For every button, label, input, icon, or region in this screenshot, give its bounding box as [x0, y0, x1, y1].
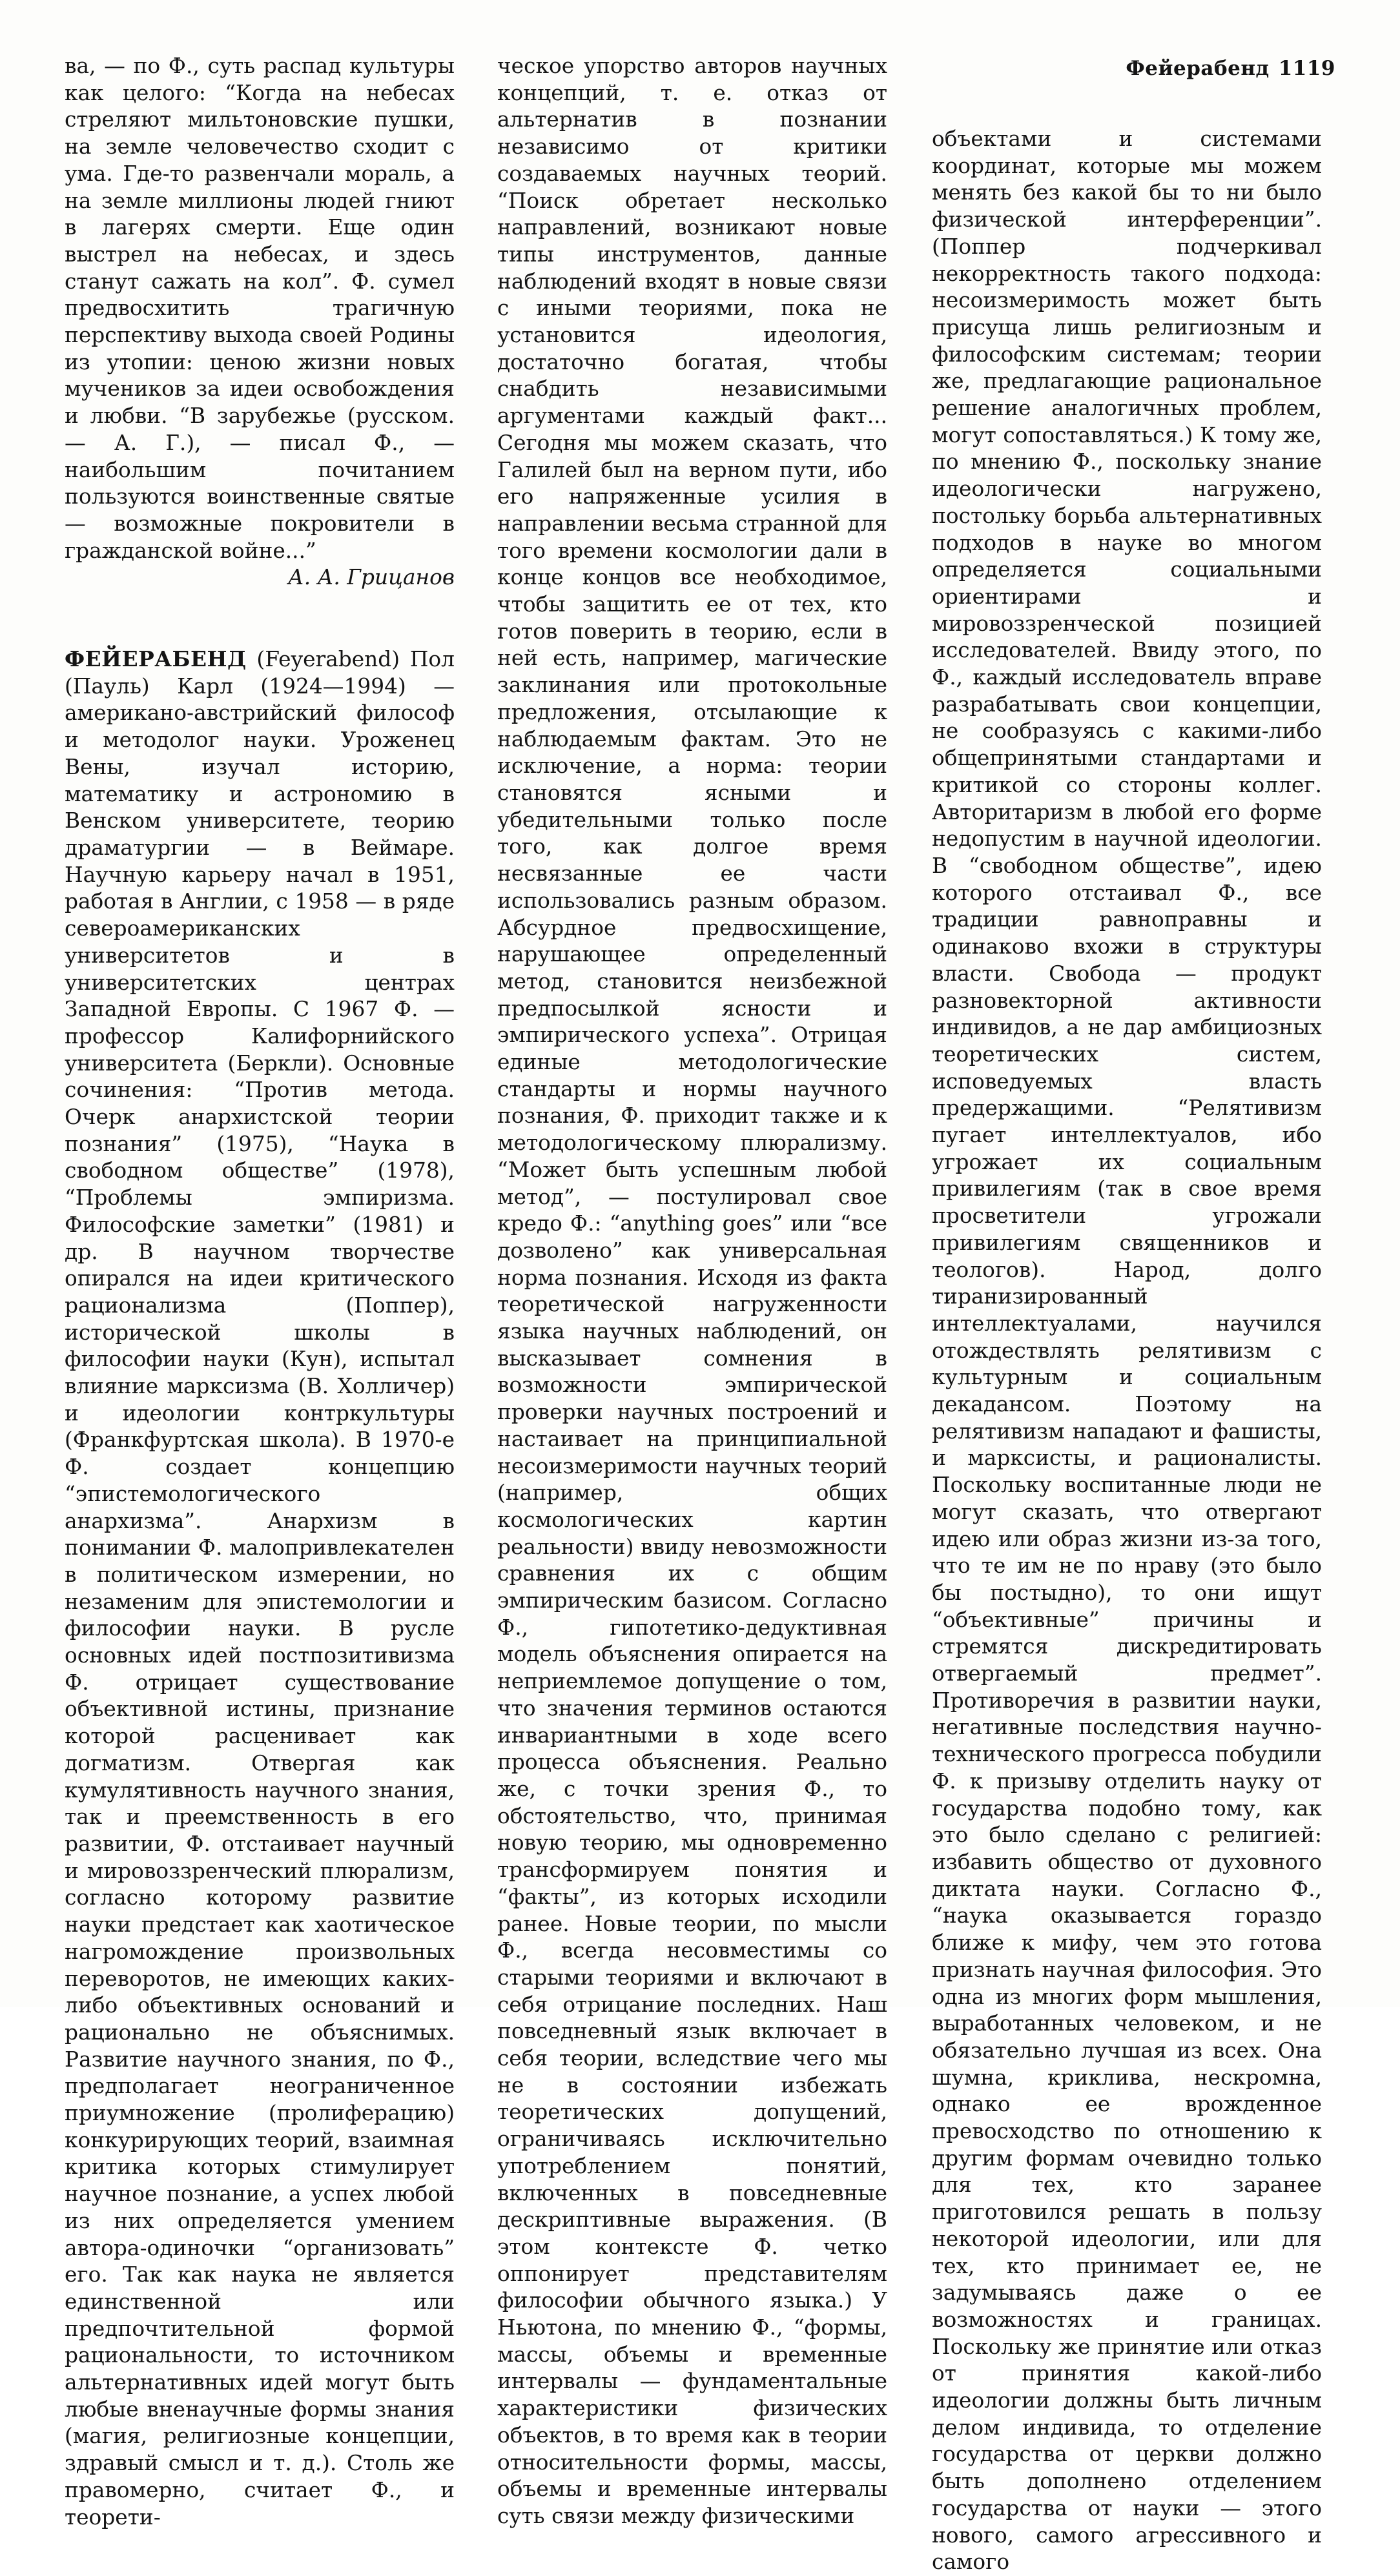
running-head [1126, 57, 1335, 80]
previous-entry-ending: ва, — по Ф., суть распад культуры как целого: “Когда на небесах стреляют мильтоновские пушки, на земле человечество сходит с ума. Где-то развенчали мораль, а на земле миллионы людей гниют в лагерях смерти. Еще один выстрел на небесах, и здесь станут сажать на кол”. Ф. сумел предвосхитить трагичную перспективу выхода своей Родины из утопии: ценою жизни новых мучеников за идеи освобождения и любви. “В зарубежье (русском. — А. Г.), — писал Ф., — наибольшим почитанием пользуются воинственные святые — возможные покровители в гражданской войне...” [65, 54, 455, 563]
text-column-middle [497, 53, 887, 2530]
entry-body-right: объектами и системами координат, которые мы можем менять без какой бы то ни было физической интерференции”. (Поппер подчеркивал некорректность такого подхода: несоизмеримость может быть присуща лишь религиозным и философским системам; теории же, предлагающие рациональное решение аналогичных проблем, могут сопоставляться.) К тому же, по мнению Ф., поскольку знание идеологически нагружено, постольку борьба альтернативных подходов в науке во многом определяется социальными ориентирами и мировоззренческой позицией исследователей. Ввиду этого, по Ф., каждый исследователь вправе разрабатывать свои концепции, не сообразуясь с какими-либо общепринятыми стандартами и критикой со стороны коллег. Авторитаризм в любой его форме недопустим в научной идеологии. В “свободном обществе”, идею которого отстаивал Ф., все традиции равноправны и одинаково вхожи в структуры власти. Свобода — продукт разновекторной активности индивидов, а не дар амбициозных теоретических систем, исповедуемых власть предержащими. “Релятивизм пугает интеллектуалов, ибо угрожает их социальным привилегиям (так в свое время просветители угрожали привилегиям священников и теологов). Народ, долго тиранизированный интеллектуалами, научился отождествлять релятивизм с культурным и социальным декадансом. Поэтому на релятивизм нападают и фашисты, и марксисты, и рационалисты. Поскольку воспитанные люди не могут сказать, что отвергают идею или образ жизни из-за того, что те им не по нраву (это было бы постыдно), то они ищут “объективные” причины и стремятся дискредитировать отвергаемый предмет”. Противоречия в развитии науки, негативные последствия научно-технического прогресса побудили Ф. к призыву отделить науку от государства подобно тому, как это было сделано с религией: избавить общество от духовного диктата науки. Согласно Ф., “наука оказывается гораздо ближе к мифу, чем это готова признать научная философия. Это одна из многих форм мышления, выработанных человеком, и не обязательно лучшая из всех. Она шумна, криклива, нескромна, однако ее врожденное превосходство по отношению к другим формам очевидно только для тех, кто заранее приготовился решать в пользу некоторой идеологии, или для тех, кто принимает ее, не задумываясь даже о ее возможностях и границах. Поскольку же принятие или отказ от принятия какой-либо идеологии должны быть личным делом индивида, то отделение государства от церкви должно быть дополнено отделением государства от науки — этого нового, самого агрессивного и самого [932, 127, 1322, 2575]
text-column-right [932, 126, 1322, 2576]
author-signature: А. А. Грицанов [287, 565, 455, 590]
text-column-left [65, 53, 455, 2531]
page-number: 1119 [1278, 57, 1335, 80]
entry-body-middle: ческое упорство авторов научных концепций, т. е. отказ от альтернатив в познании независимо от критики создаваемых научных теорий. “Поиск обретает несколько направлений, возникают новые типы инструментов, данные наблюдений входят в новые связи с иными теориями, пока не установится идеология, достаточно богатая, чтобы снабдить независимыми аргументами каждый факт... Сегодня мы можем сказать, что Галилей был на верном пути, ибо его напряженные усилия в направлении весьма странной для того времени космологии дали в конце концов все необходимое, чтобы защитить ее от тех, кто готов поверить в теорию, если в ней есть, например, магические заклинания или протокольные предложения, отсылающие к наблюдаемым фактам. Это не исключение, а норма: теории становятся ясными и убедительными только после того, как долгое время несвязанные ее части использовались разным образом. Абсурдное предвосхищение, нарушающее определенный метод, становится неизбежной предпосылкой ясности и эмпирического успеха”. Отрицая единые методологические стандарты и нормы научного познания, Ф. приходит также и к методологическому плюрализму. “Может быть успешным любой метод”, — постулировал свое кредо Ф.: “anything goes” или “все дозволено” как универсальная норма познания. Исходя из факта теоретической нагруженности языка научных наблюдений, он высказывает сомнения в возможности эмпирической проверки научных построений и настаивает на принципиальной несоизмеримости научных теорий (например, общих космологических картин реальности) ввиду невозможности сравнения их с общим эмпирическим базисом. Согласно Ф., гипотетико-дедуктивная модель объяснения опирается на неприемлемое допущение о том, что значения терминов остаются инвариантными в ходе всего процесса объяснения. Реально же, с точки зрения Ф., то обстоятельство, что, принимая новую теорию, мы одновременно трансформируем понятия и “факты”, из которых исходили ранее. Новые теории, по мысли Ф., всегда несовместимы со старыми теориями и включают в себя отрицание последних. Наш повседневный язык включает в себя теории, вследствие чего мы не в состоянии избежать теоретических допущений, ограничиваясь исключительно употреблением понятий, включенных в повседневные дескриптивные выражения. (В этом контексте Ф. четко оппонирует представителям философии обычного языка.) У Ньютона, по мнению Ф., “формы, массы, объемы и временные интервалы — фундаментальные характеристики физических объектов, в то время как в теории относительности формы, массы, объемы и временные интервалы суть связи между физическими [497, 54, 887, 2528]
running-head-title: Фейерабенд [1126, 57, 1270, 80]
entry-body-start: (Feyerabend) Пол (Пауль) Карл (1924—1994) — американо-австрийский философ и методолог науки. Уроженец Вены, изучал историю, математику и астрономию в Венском университете, теорию драматургии — в Веймаре. Научную карьеру начал в 1951, работая в Англии, с 1958 — в ряде североамериканских университетов и в университетских центрах Западной Европы. С 1967 Ф. — профессор Калифорнийского университета (Беркли). Основные сочинения: “Против метода. Очерк анархистской теории познания” (1975), “Наука в свободном обществе” (1978), “Проблемы эмпиризма. Философские заметки” (1981) и др. В научном творчестве опирался на идеи критического рационализма (Поппер), исторической школы в философии науки (Кун), испытал влияние марксизма (В. Холличер) и идеологии контркультуры (Франкфуртская школа). В 1970-е Ф. создает концепцию “эпистемологического анархизма”. Анархизм в понимании Ф. малопривлекателен в политическом измерении, но незаменим для эпистемологии и философии науки. В русле основных идей постпозитивизма Ф. отрицает существование объективной истины, признание которой расценивает как догматизм. Отвергая как кумулятивность научного знания, так и преемственность в его развитии, Ф. отстаивает научный и мировоззренческий плюрализм, согласно которому развитие науки предстает как хаотическое нагромождение произвольных переворотов, не имеющих каких-либо объективных оснований и рационально не объяснимых. Развитие научного знания, по Ф., предполагает неограниченное приумножение (пролиферацию) конкурирующих теорий, взаимная критика которых стимулирует научное познание, а успех любой из них определяется умением автора-одиночки “организовать” его. Так как наука не является единственной или предпочтительной формой рациональности, то источником альтернативных идей могут быть любые вненаучные формы знания (магия, религиозные концепции, здравый смысл и т. д.). Столь же правомерно, считает Ф., и теорети- [65, 647, 455, 2530]
entry-headword: ФЕЙЕРАБЕНД [65, 646, 247, 672]
entry-feyerabend [65, 646, 455, 2531]
entry-separator [65, 591, 455, 646]
